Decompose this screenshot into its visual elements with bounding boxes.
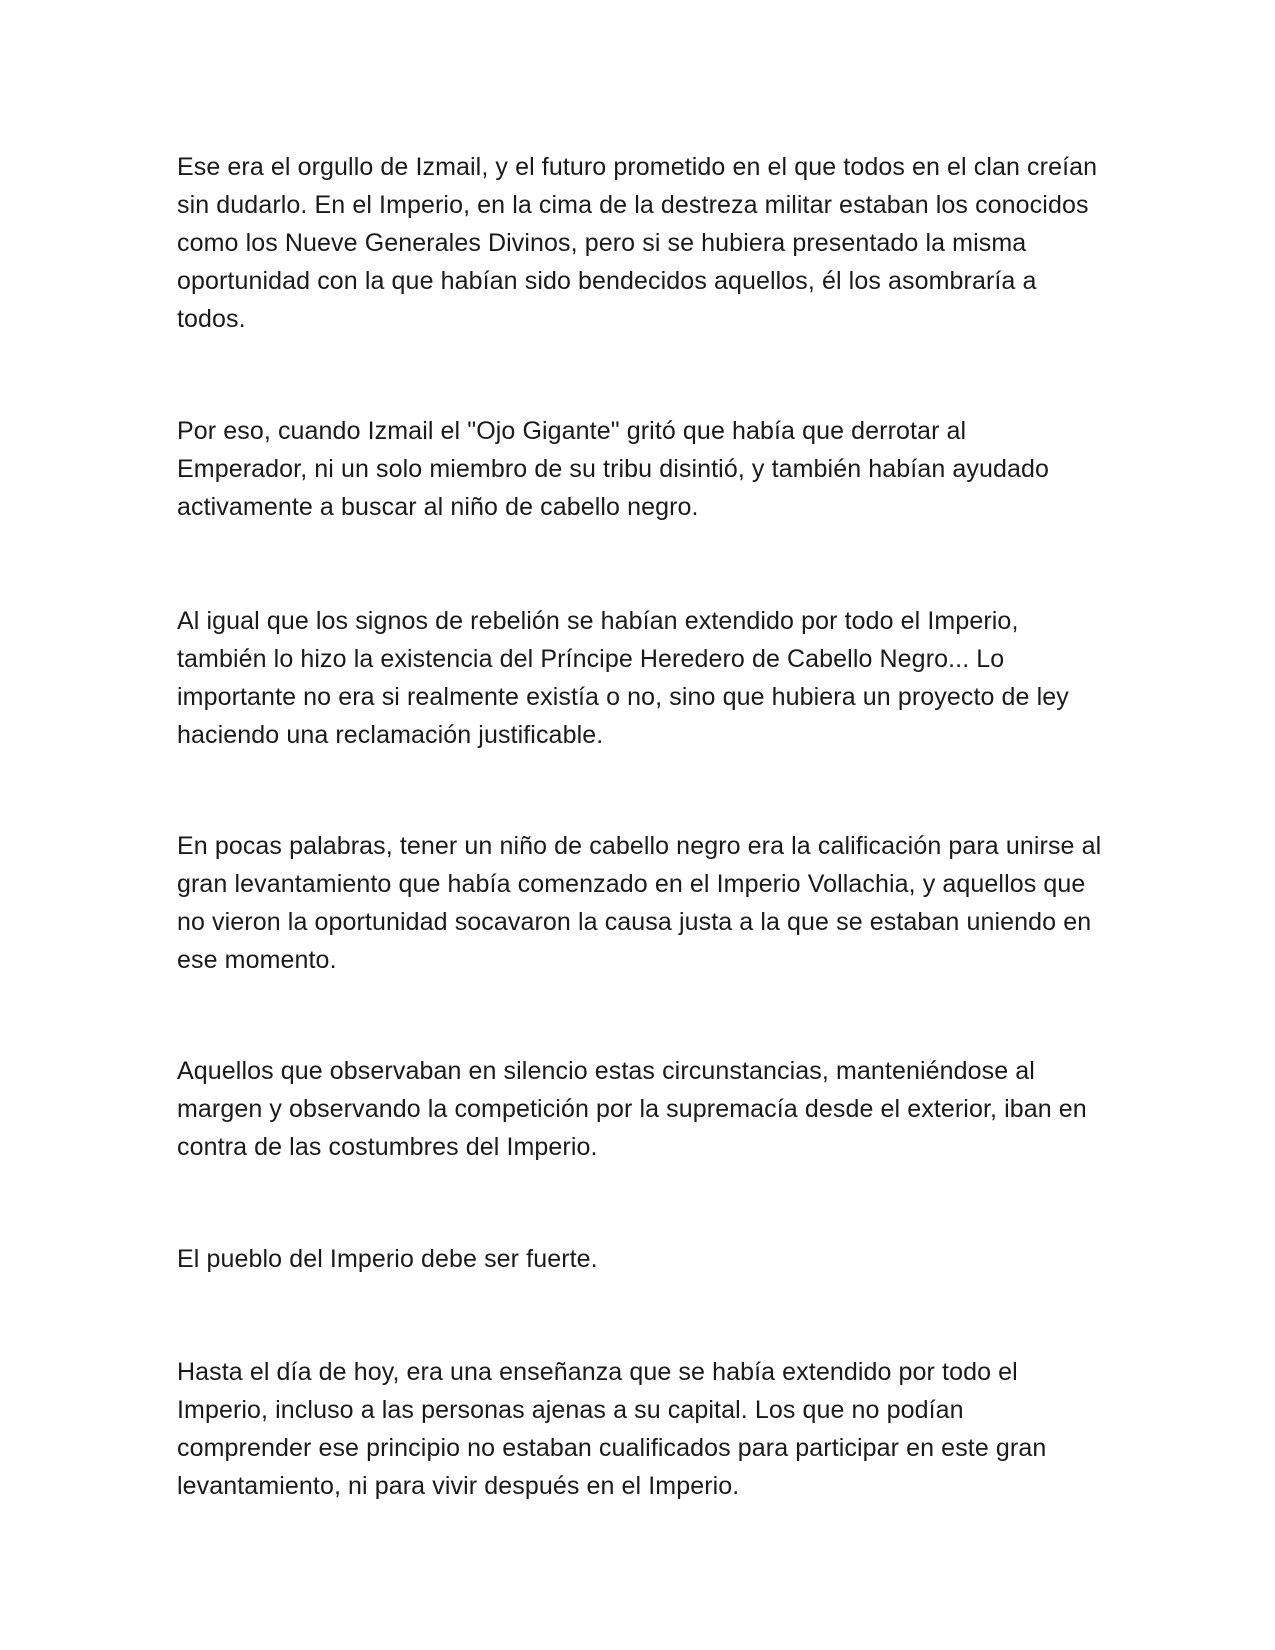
paragraph: Ese era el orgullo de Izmail, y el futuro prometido en el que todos en el clan creían sin dudarlo. En el Imperio, en la cima de la destreza militar estaban los conocidos como los Nueve Generales Divinos, pero si se hubiera presentado la misma oportunidad con la que habían sido bendecidos aquellos, él los asombraría a todos. xyxy=(177,153,1098,333)
paragraph: El pueblo del Imperio debe ser fuerte. xyxy=(177,1245,598,1273)
paragraph: Al igual que los signos de rebelión se habían extendido por todo el Imperio, también lo hizo la existencia del Príncipe Heredero de Cabello Negro... Lo importante no era si realmente existía o no, sino que hubiera un proyecto de ley haciendo una reclamación justificable. xyxy=(177,607,1069,749)
paragraph: Aquellos que observaban en silencio estas circunstancias, manteniéndose al margen y observando la competición por la supremacía desde el exterior, iban en contra de las costumbres del Imperio. xyxy=(177,1057,1087,1161)
paragraph: Por eso, cuando Izmail el "Ojo Gigante" gritó que había que derrotar al Emperador, ni un solo miembro de su tribu disintió, y también habían ayudado activamente a buscar al niño de cabello negro. xyxy=(177,417,1049,521)
paragraph: En pocas palabras, tener un niño de cabello negro era la calificación para unirse al gran levantamiento que había comenzado en el Imperio Vollachia, y aquellos que no vieron la oportunidad socavaron la causa justa a la que se estaban uniendo en ese momento. xyxy=(177,832,1102,974)
paragraph: Hasta el día de hoy, era una enseñanza que se había extendido por todo el Imperio, incluso a las personas ajenas a su capital. Los que no podían comprender ese principio no estaban cualificados para participar en este gran levantamiento, ni para vivir después en el Imperio. xyxy=(177,1358,1047,1500)
